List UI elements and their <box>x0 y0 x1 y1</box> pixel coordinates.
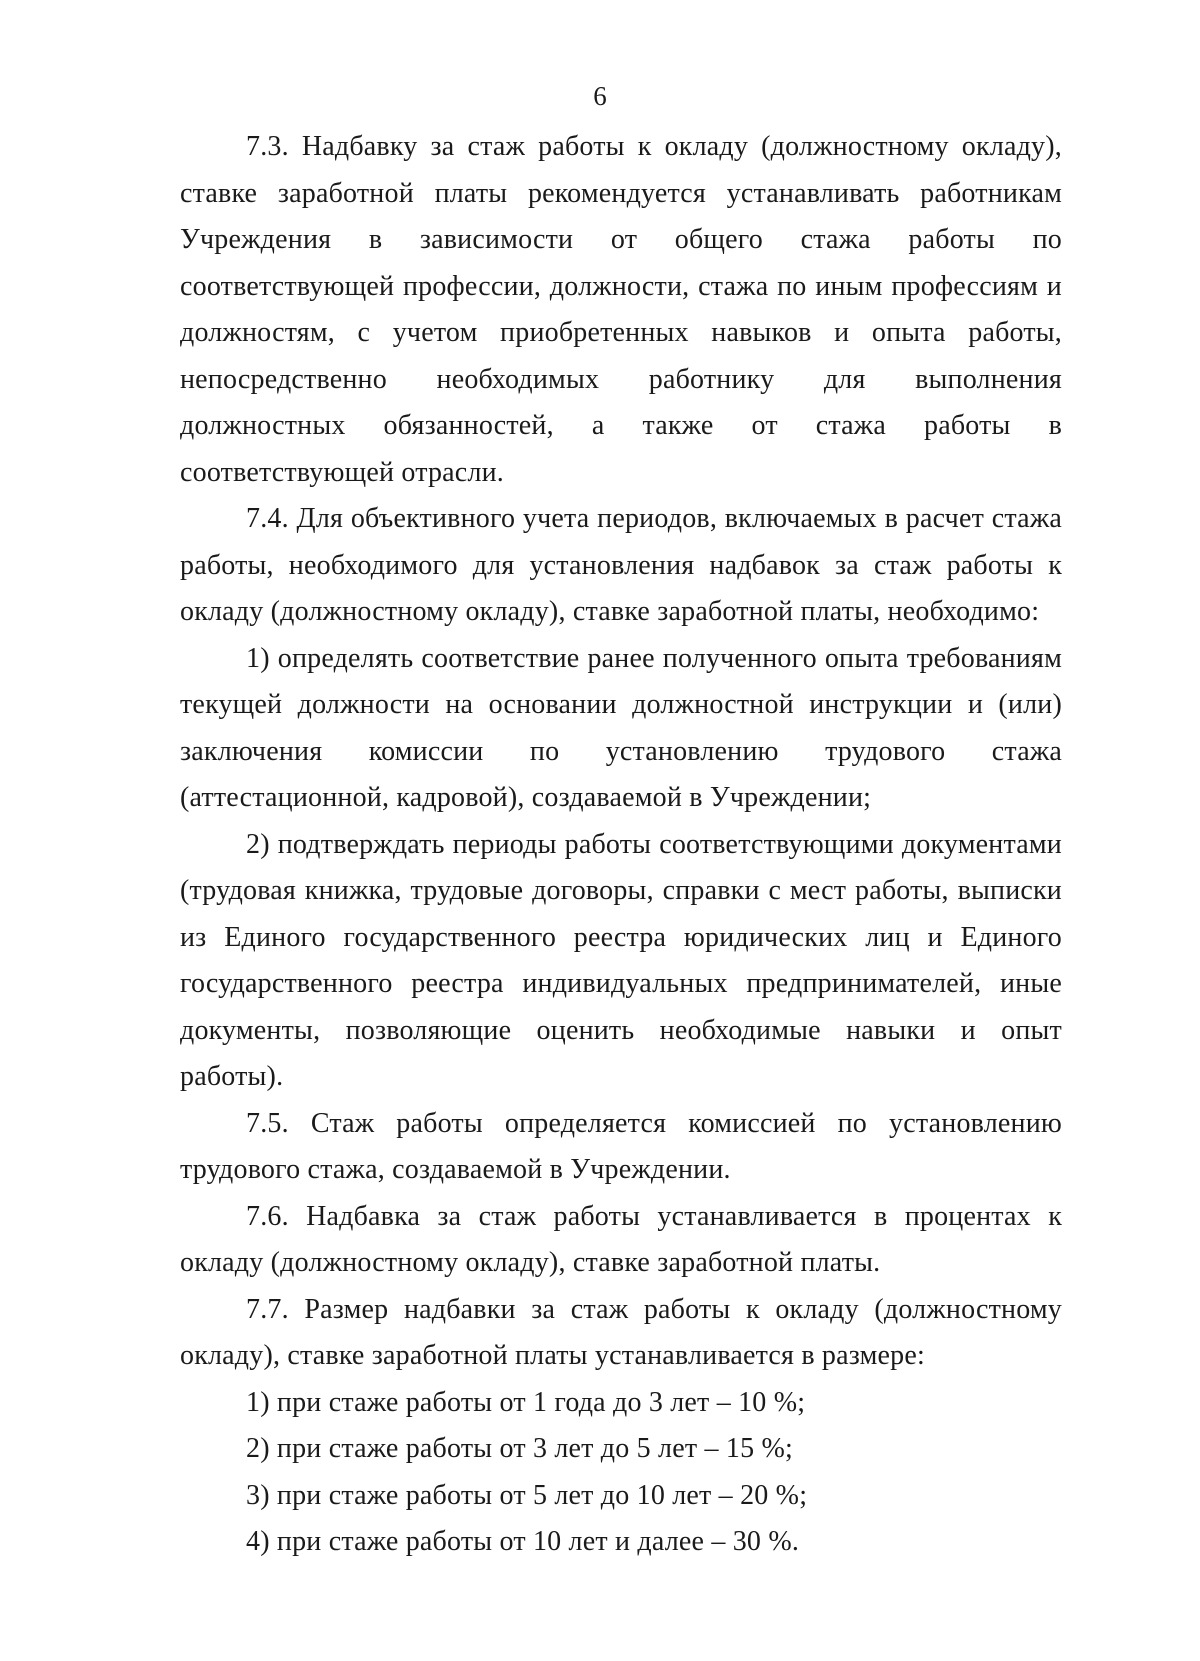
document-body <box>180 124 1062 1566</box>
paragraph-7-7-item-3: 3) при стаже работы от 5 лет до 10 лет – 20 %; <box>246 1479 808 1511</box>
paragraph-7-3: 7.3. Надбавку за стаж работы к окладу (должностному окладу), ставке заработной платы рекомендуется устанавливать работникам Учреждения в зависимости от общего стажа работы по соответствующей профессии, должности, стажа по иным профессиям и должностям, с учетом приобретенных навыков и опыта работы, непосредственно необходимых работнику для выполнения должностных обязанностей, а также от стажа работы в соответствующей отрасли. <box>180 131 1062 488</box>
paragraph-7-7-item-2: 2) при стаже работы от 3 лет до 5 лет – 15 %; <box>246 1433 793 1464</box>
paragraph-7-6: 7.6. Надбавка за стаж работы устанавливается в процентах к окладу (должностному окладу), ставке заработной платы. <box>180 1200 1062 1278</box>
paragraph-7-7: 7.7. Размер надбавки за стаж работы к окладу (должностному окладу), ставке заработной платы устанавливается в размере: <box>180 1293 1062 1371</box>
paragraph-7-5: 7.5. Стаж работы определяется комиссией по установлению трудового стажа, создаваемой в Учреждении. <box>180 1107 1062 1185</box>
paragraph-7-4-item-1: 1) определять соответствие ранее полученного опыта требованиям текущей должности на основании должностной инструкции и (или) заключения комиссии по установлению трудового стажа (аттестационной, кадровой), создаваемой в Учреждении; <box>180 642 1062 813</box>
paragraph-7-4-item-2: 2) подтверждать периоды работы соответствующими документами (трудовая книжка, трудовые договоры, справки с мест работы, выписки из Единого государственного реестра юридических лиц и Единого государственного реестра индивидуальных предпринимателей, иные документы, позволяющие оценить необходимые навыки и опыт работы). <box>180 828 1062 1092</box>
page-number: 6 <box>593 81 607 111</box>
paragraph-7-4: 7.4. Для объективного учета периодов, включаемых в расчет стажа работы, необходимого для установления надбавок за стаж работы к окладу (должностному окладу), ставке заработной платы, необходимо: <box>180 503 1062 627</box>
paragraph-7-7-item-4: 4) при стаже работы от 10 лет и далее – 30 %. <box>246 1526 800 1557</box>
paragraph-7-7-item-1: 1) при стаже работы от 1 года до 3 лет – 10 %; <box>246 1386 806 1418</box>
